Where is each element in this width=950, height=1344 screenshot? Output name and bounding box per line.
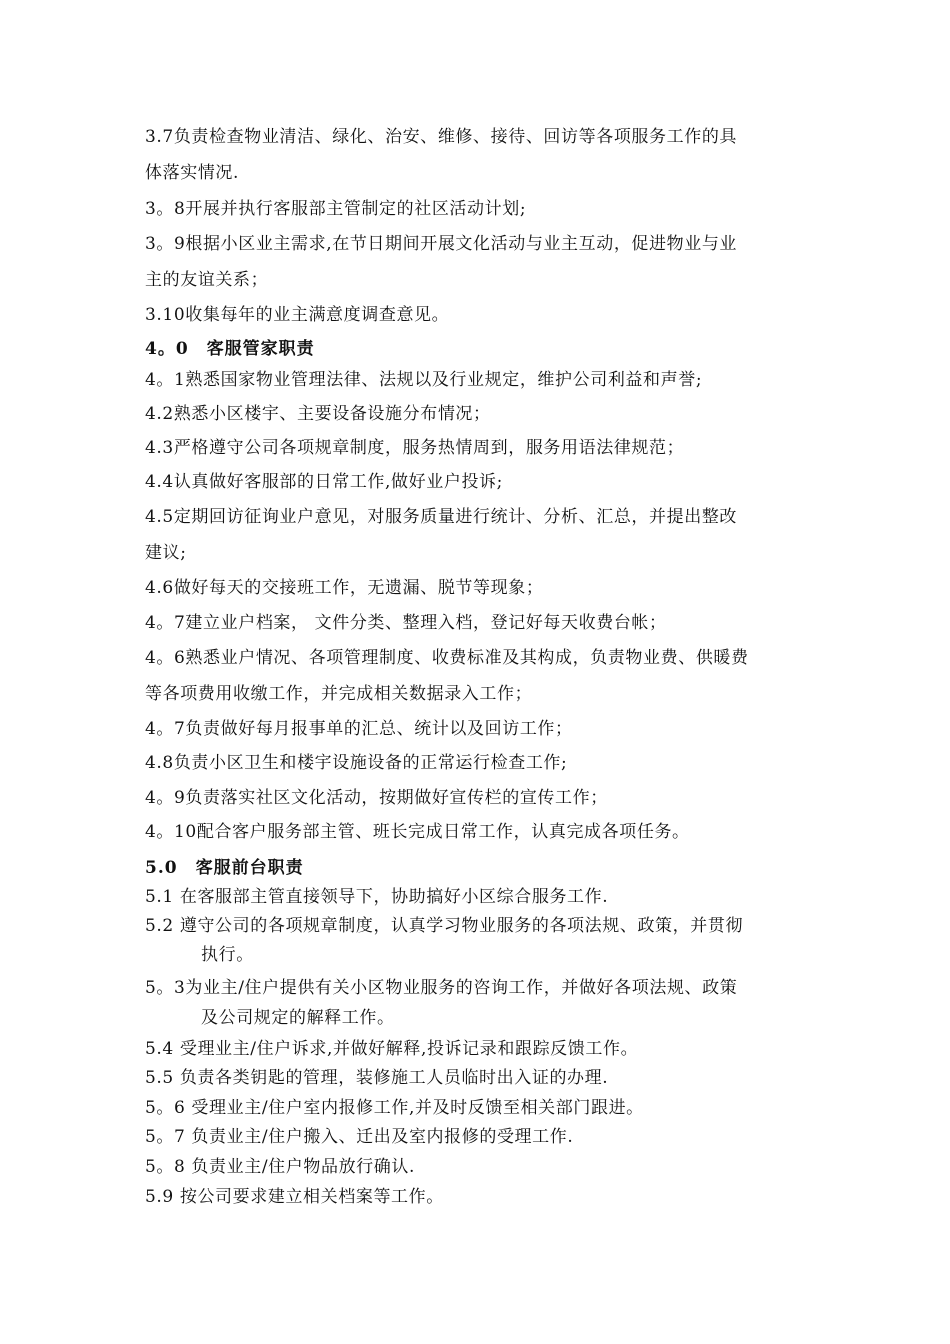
text-line: 5.1 在客服部主管直接领导下，协助搞好小区综合服务工作. <box>145 887 609 907</box>
text-line: 3。8开展并执行客服部主管制定的社区活动计划; <box>145 199 527 219</box>
text-line: 5.5 负责各类钥匙的管理，装修施工人员临时出入证的办理. <box>145 1068 609 1088</box>
text-line: 4.2熟悉小区楼宇、主要设备设施分布情况； <box>145 404 491 424</box>
text-line: 4.5定期回访征询业户意见，对服务质量进行统计、分析、汇总，并提出整改 <box>145 507 738 527</box>
text-line: 5。3为业主/住户提供有关小区物业服务的咨询工作，并做好各项法规、政策 <box>145 978 738 998</box>
section-heading: 4。0 客服管家职责 <box>145 339 315 359</box>
text-line: 5.4 受理业主/住户诉求,并做好解释,投诉记录和跟踪反馈工作。 <box>145 1039 639 1059</box>
text-line: 3。9根据小区业主需求,在节日期间开展文化活动与业主互动，促进物业与业 <box>145 234 738 254</box>
text-line: 4.4认真做好客服部的日常工作,做好业户投诉; <box>145 472 503 492</box>
text-line: 3.10收集每年的业主满意度调查意见。 <box>145 305 450 325</box>
text-line: 主的友谊关系； <box>145 270 269 290</box>
section-heading: 5.0 客服前台职责 <box>145 858 304 878</box>
text-line: 3.7负责检查物业清洁、绿化、治安、维修、接待、回访等各项服务工作的具 <box>145 127 738 147</box>
text-line: 4。1熟悉国家物业管理法律、法规以及行业规定，维护公司利益和声誉; <box>145 370 703 390</box>
text-line: 4.3严格遵守公司各项规章制度，服务热情周到，服务用语法律规范； <box>145 438 685 458</box>
text-line: 5。8 负责业主/住户物品放行确认. <box>145 1157 415 1177</box>
text-line: 4。7负责做好每月报事单的汇总、统计以及回访工作； <box>145 719 573 739</box>
text-line: 5。7 负责业主/住户搬入、迁出及室内报修的受理工作. <box>145 1127 574 1147</box>
text-line: 4。6熟悉业户情况、各项管理制度、收费标准及其构成，负责物业费、供暖费 <box>145 648 749 668</box>
text-line: 4。10配合客户服务部主管、班长完成日常工作，认真完成各项任务。 <box>145 822 690 842</box>
text-line: 等各项费用收缴工作，并完成相关数据录入工作； <box>145 684 533 704</box>
text-line: 5.2 遵守公司的各项规章制度，认真学习物业服务的各项法规、政策，并贯彻 <box>145 916 744 936</box>
text-line: 执行。 <box>201 945 254 965</box>
text-line: 5.9 按公司要求建立相关档案等工作。 <box>145 1187 444 1207</box>
text-line: 体落实情况. <box>145 163 240 183</box>
text-line: 及公司规定的解释工作。 <box>201 1008 395 1028</box>
text-line: 4。7建立业户档案， 文件分类、整理入档，登记好每天收费台帐； <box>145 613 667 633</box>
text-line: 5。6 受理业主/住户室内报修工作,并及时反馈至相关部门跟进。 <box>145 1098 644 1118</box>
text-line: 4.8负责小区卫生和楼宇设施设备的正常运行检查工作; <box>145 753 568 773</box>
text-line: 4。9负责落实社区文化活动，按期做好宣传栏的宣传工作； <box>145 788 608 808</box>
text-line: 4.6做好每天的交接班工作，无遗漏、脱节等现象； <box>145 578 544 598</box>
text-line: 建议; <box>145 543 187 563</box>
